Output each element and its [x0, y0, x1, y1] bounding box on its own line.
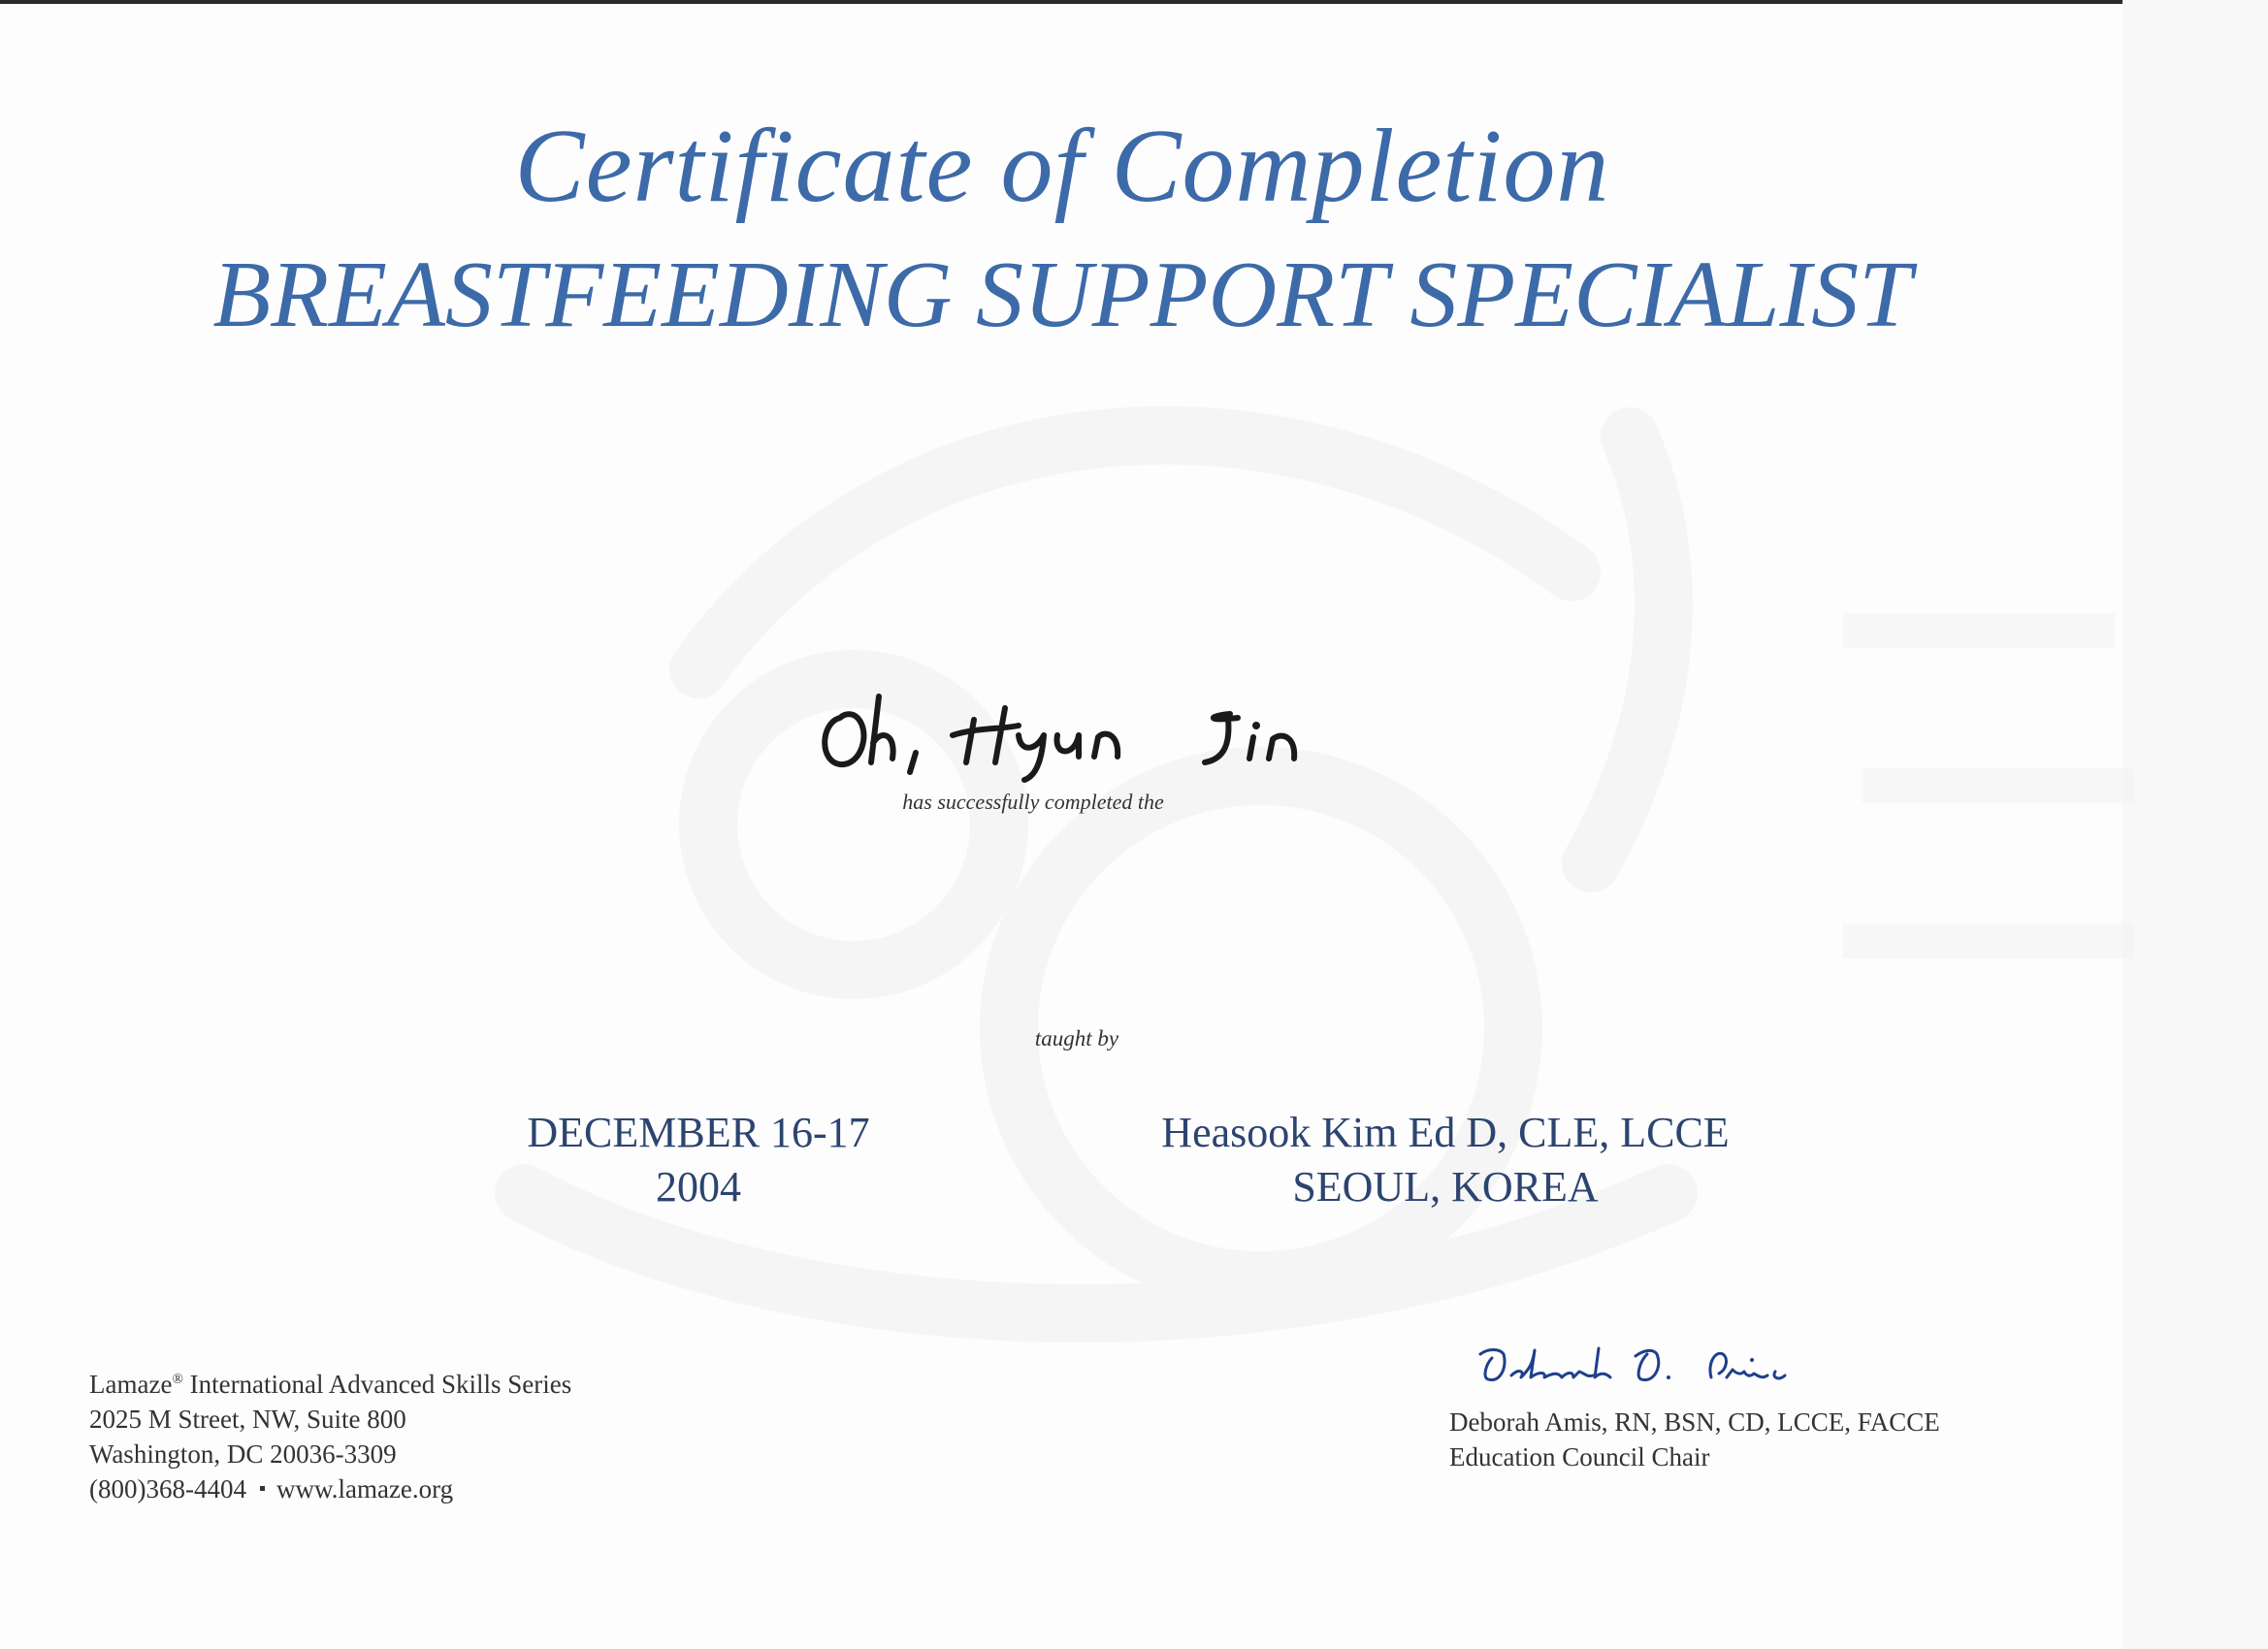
- date-line-2: 2004: [656, 1163, 741, 1211]
- address-line-1: 2025 M Street, NW, Suite 800: [89, 1405, 406, 1434]
- chair-role: Education Council Chair: [1449, 1442, 1710, 1471]
- certificate-title: Certificate of Completion: [514, 109, 1610, 224]
- website-link: www.lamaze.org: [275, 1474, 454, 1504]
- address-line-2: Washington, DC 20036-3309: [89, 1439, 397, 1469]
- contact-line: [89, 1471, 571, 1506]
- course-location: SEOUL, KOREA: [1292, 1163, 1599, 1211]
- chair-signature-handwritten: [1465, 1329, 1814, 1397]
- phone-number: (800)368-4404: [89, 1474, 246, 1504]
- course-date: [456, 1106, 941, 1214]
- instructor-info: [1106, 1106, 1785, 1214]
- separator-dot: [260, 1486, 265, 1491]
- recipient-name-handwritten: [811, 679, 1374, 786]
- chair-info: [1449, 1405, 1940, 1474]
- registered-mark: ®: [172, 1372, 183, 1387]
- certificate-subtitle: BREASTFEEDING SUPPORT SPECIALIST: [212, 242, 1912, 347]
- top-border: [0, 0, 2268, 4]
- chair-name: Deborah Amis, RN, BSN, CD, LCCE, FACCE: [1449, 1407, 1940, 1437]
- instructor-name: Heasook Kim Ed D, CLE, LCCE: [1161, 1109, 1730, 1156]
- organization-info: [89, 1362, 571, 1506]
- organization-name: Lamaze® International Advanced Skills Series: [89, 1370, 572, 1399]
- taught-by-text: taught by: [1034, 1026, 1119, 1051]
- completed-text: has successfully completed the: [902, 790, 1164, 814]
- date-line-1: DECEMBER 16-17: [527, 1109, 870, 1156]
- emblem-watermark: [407, 320, 2154, 1387]
